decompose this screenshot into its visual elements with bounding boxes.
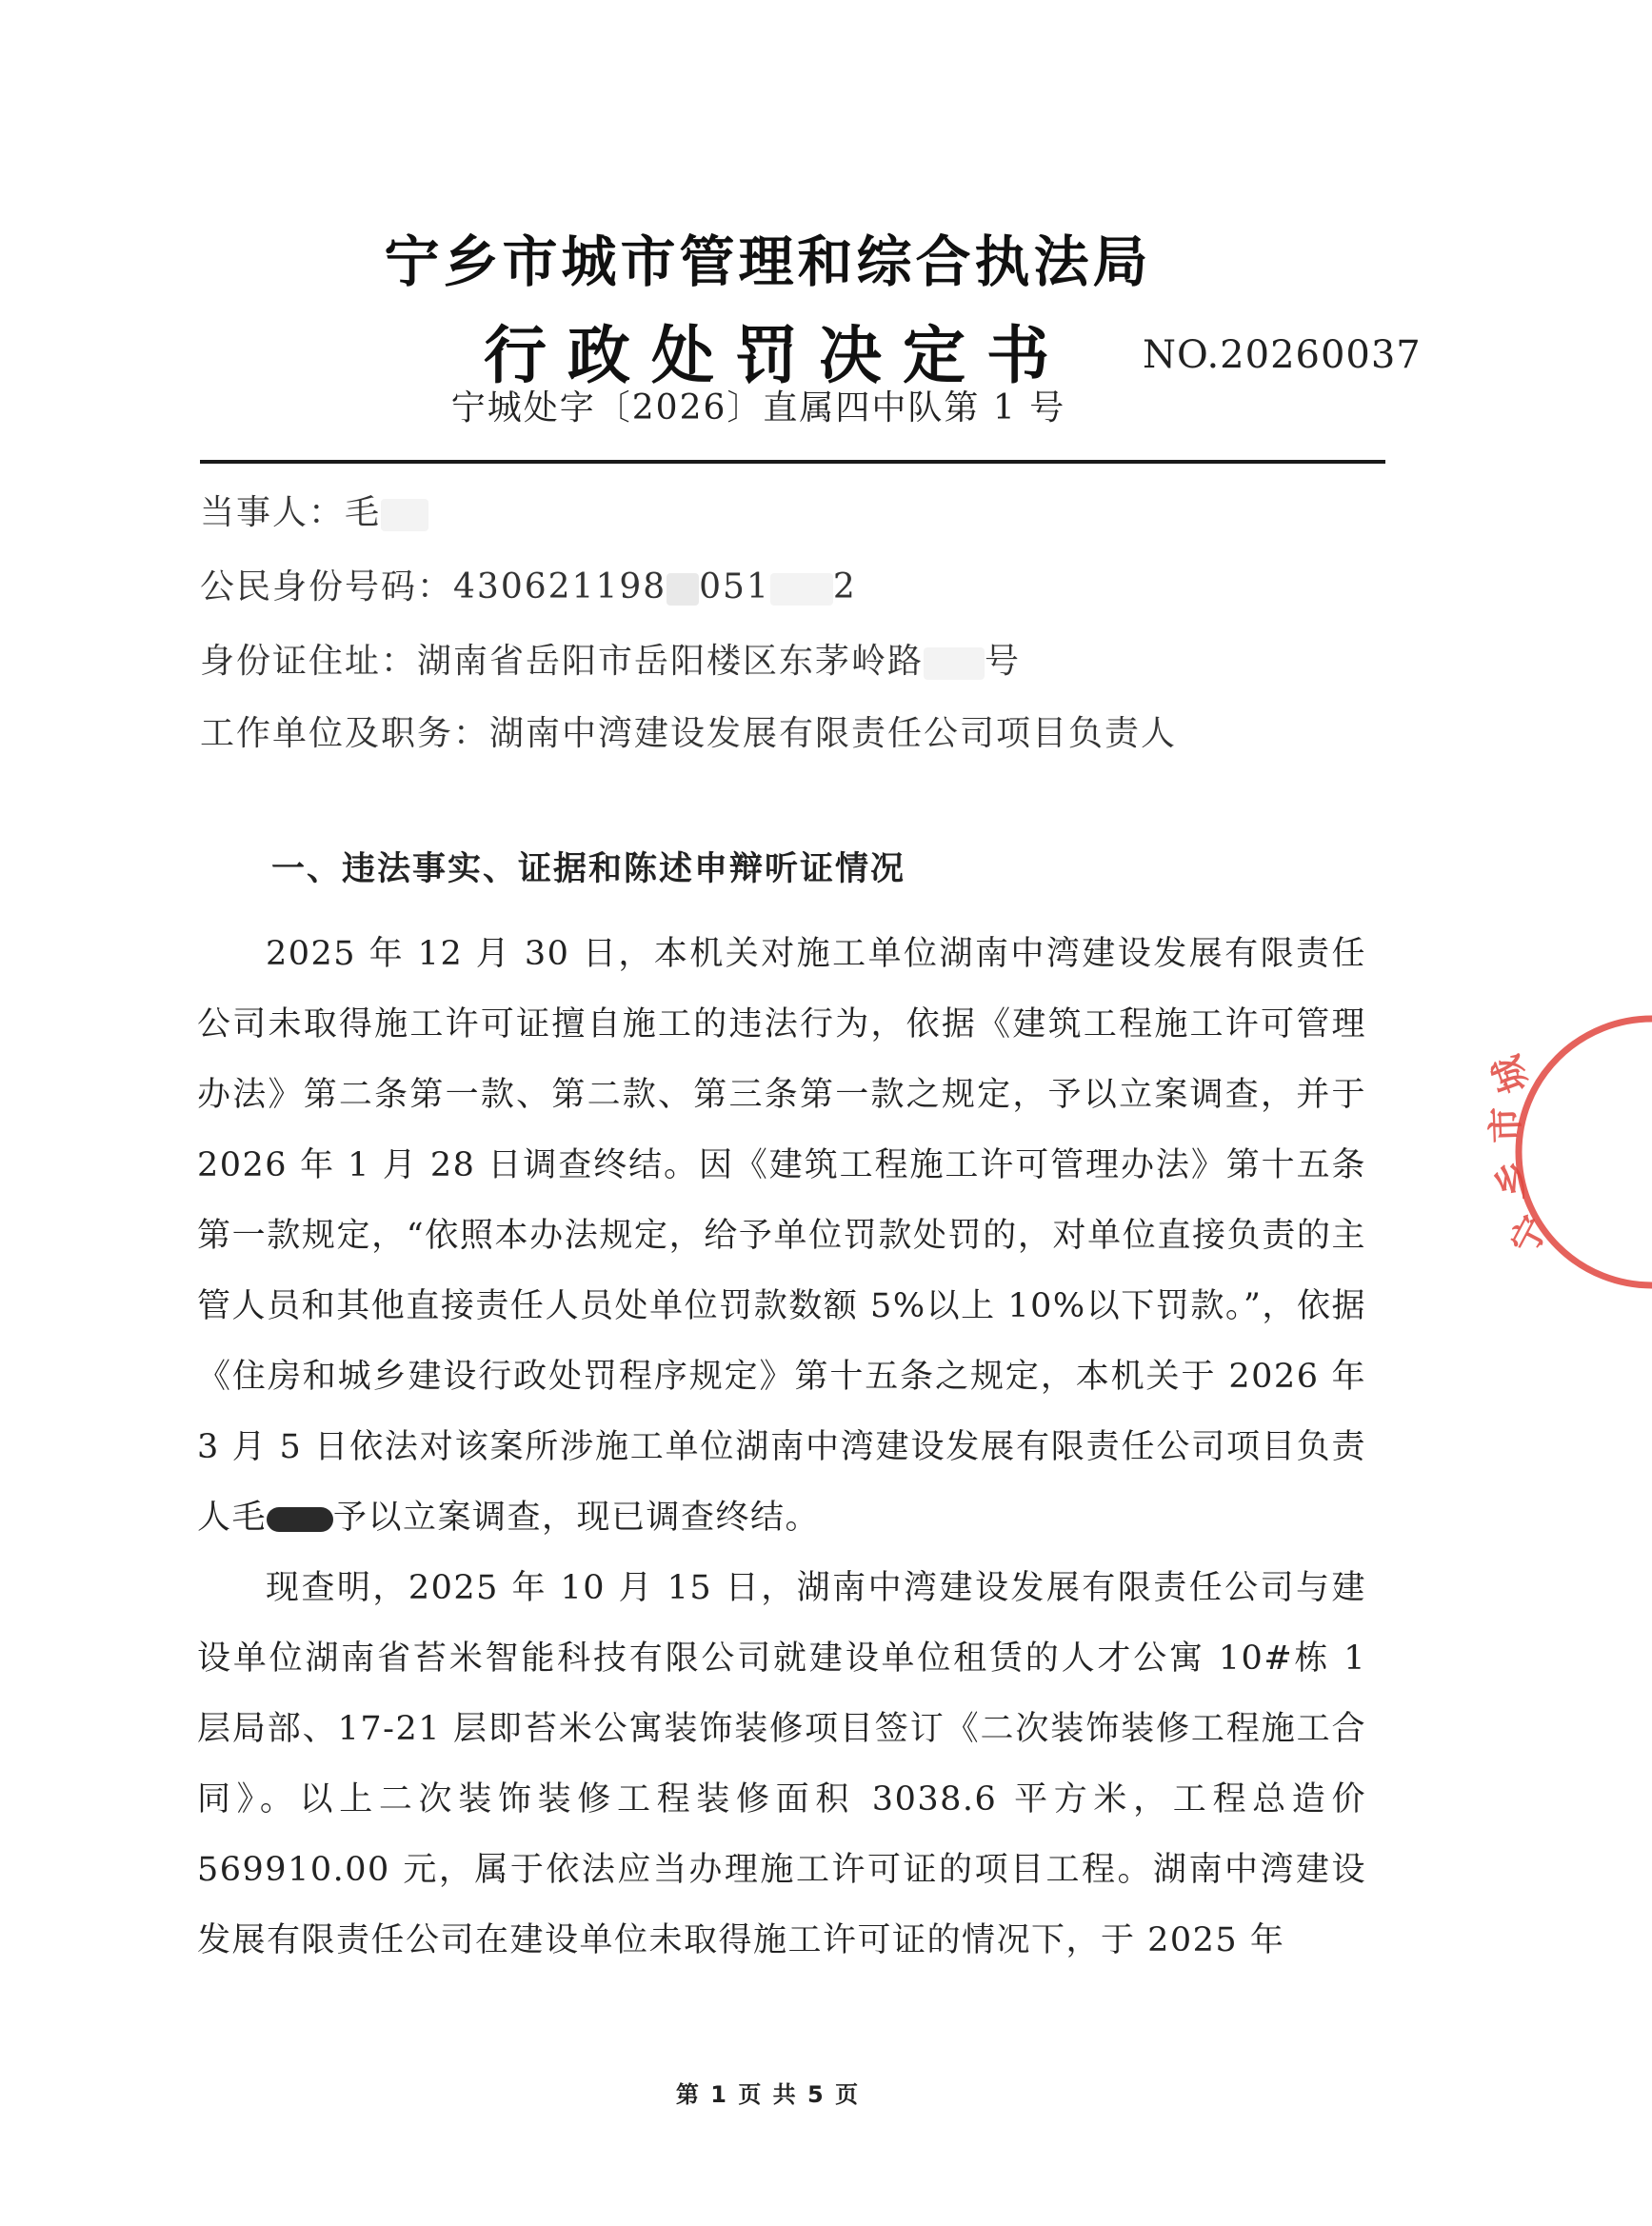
party-id-line [200, 560, 857, 608]
paragraph-1-end: 予以立案调查，现已调查终结。 [333, 1499, 821, 1537]
body-paragraph-2: 现查明，2025 年 10 月 15 日，湖南中湾建设发展有限责任公司与建设单位湖南省苔米智能科技有限公司就建设单位租赁的人才公寓 10#栋 1 层局部、17-21 层即苔米公寓装饰装修项目签订《二次装饰装修工程施工合同》。以上二次装饰装修工程装修面积 3038.6 平方米，工程总造价 569910.00 元，属于依法应当办理施工许可证的项目工程。湖南中湾建设发展有限责任公司在建设单位未取得施工许可证的情况下，于 2025 年 [197, 1569, 1366, 1959]
svg-text:乡: 乡 [1486, 1157, 1537, 1202]
section-heading: 一、违法事实、证据和陈述申辩听证情况 [271, 850, 906, 888]
party-id-suffix: 2 [832, 567, 857, 606]
page-indicator: 第 1 页 共 5 页 [675, 2081, 861, 2108]
redaction-mark [267, 1507, 333, 1532]
redaction-mark [770, 573, 833, 606]
redaction-mark [924, 647, 985, 680]
party-name-label: 当事人： [200, 493, 346, 532]
party-name-line [200, 486, 428, 534]
party-work-value: 湖南中湾建设发展有限责任公司项目负责人 [489, 714, 1178, 753]
party-address-label: 身份证住址： [200, 642, 418, 681]
party-address-value: 湖南省岳阳市岳阳楼区东茅岭路 [417, 642, 925, 681]
party-address-suffix: 号 [985, 642, 1022, 681]
document-title: 行政处罚决定书 [484, 319, 1070, 392]
reference-number: 宁城处字〔2026〕直属四中队第 1 号 [450, 388, 1066, 427]
header-divider [200, 460, 1385, 464]
document-number: NO.20260037 [1143, 333, 1422, 377]
svg-text:宁: 宁 [1502, 1208, 1557, 1262]
svg-text:城: 城 [1483, 1050, 1537, 1100]
party-id-prefix: 430621198 [453, 567, 667, 606]
party-name-value: 毛 [345, 493, 382, 532]
party-id-label: 公民身份号码： [200, 567, 454, 606]
party-id-mid: 051 [699, 567, 770, 606]
paragraph-1-text: 2025 年 12 月 30 日，本机关对施工单位湖南中湾建设发展有限责任公司未取得施工许可证擅自施工的违法行为，依据《建筑工程施工许可管理办法》第二条第一款、第二款、第三条第一款之规定，予以立案调查，并于 2026 年 1 月 28 日调查终结。因《建筑工程施工许可管理办法》第十五条第一款规定，“依照本办法规定，给予单位罚款处罚的，对单位直接负责的主管人员和其他直接责任人员处单位罚款数额 5%以上 10%以下罚款。”，依据《住房和城乡建设行政处罚程序规定》第十五条之规定，本机关于 2026 年 3 月 5 日依法对该案所涉施工单位湖南中湾建设发展有限责任公司项目负责人毛 [197, 935, 1366, 1537]
redaction-mark [667, 573, 699, 606]
svg-text:市: 市 [1483, 1105, 1527, 1144]
redaction-mark [381, 499, 428, 531]
party-address-line [200, 634, 1021, 683]
agency-name: 宁乡市城市管理和综合执法局 [384, 229, 1152, 294]
body-paragraph-1 [197, 919, 1366, 1553]
party-work-line [200, 706, 1177, 755]
official-seal-icon [1483, 1009, 1652, 1295]
party-work-label: 工作单位及职务： [200, 714, 490, 753]
